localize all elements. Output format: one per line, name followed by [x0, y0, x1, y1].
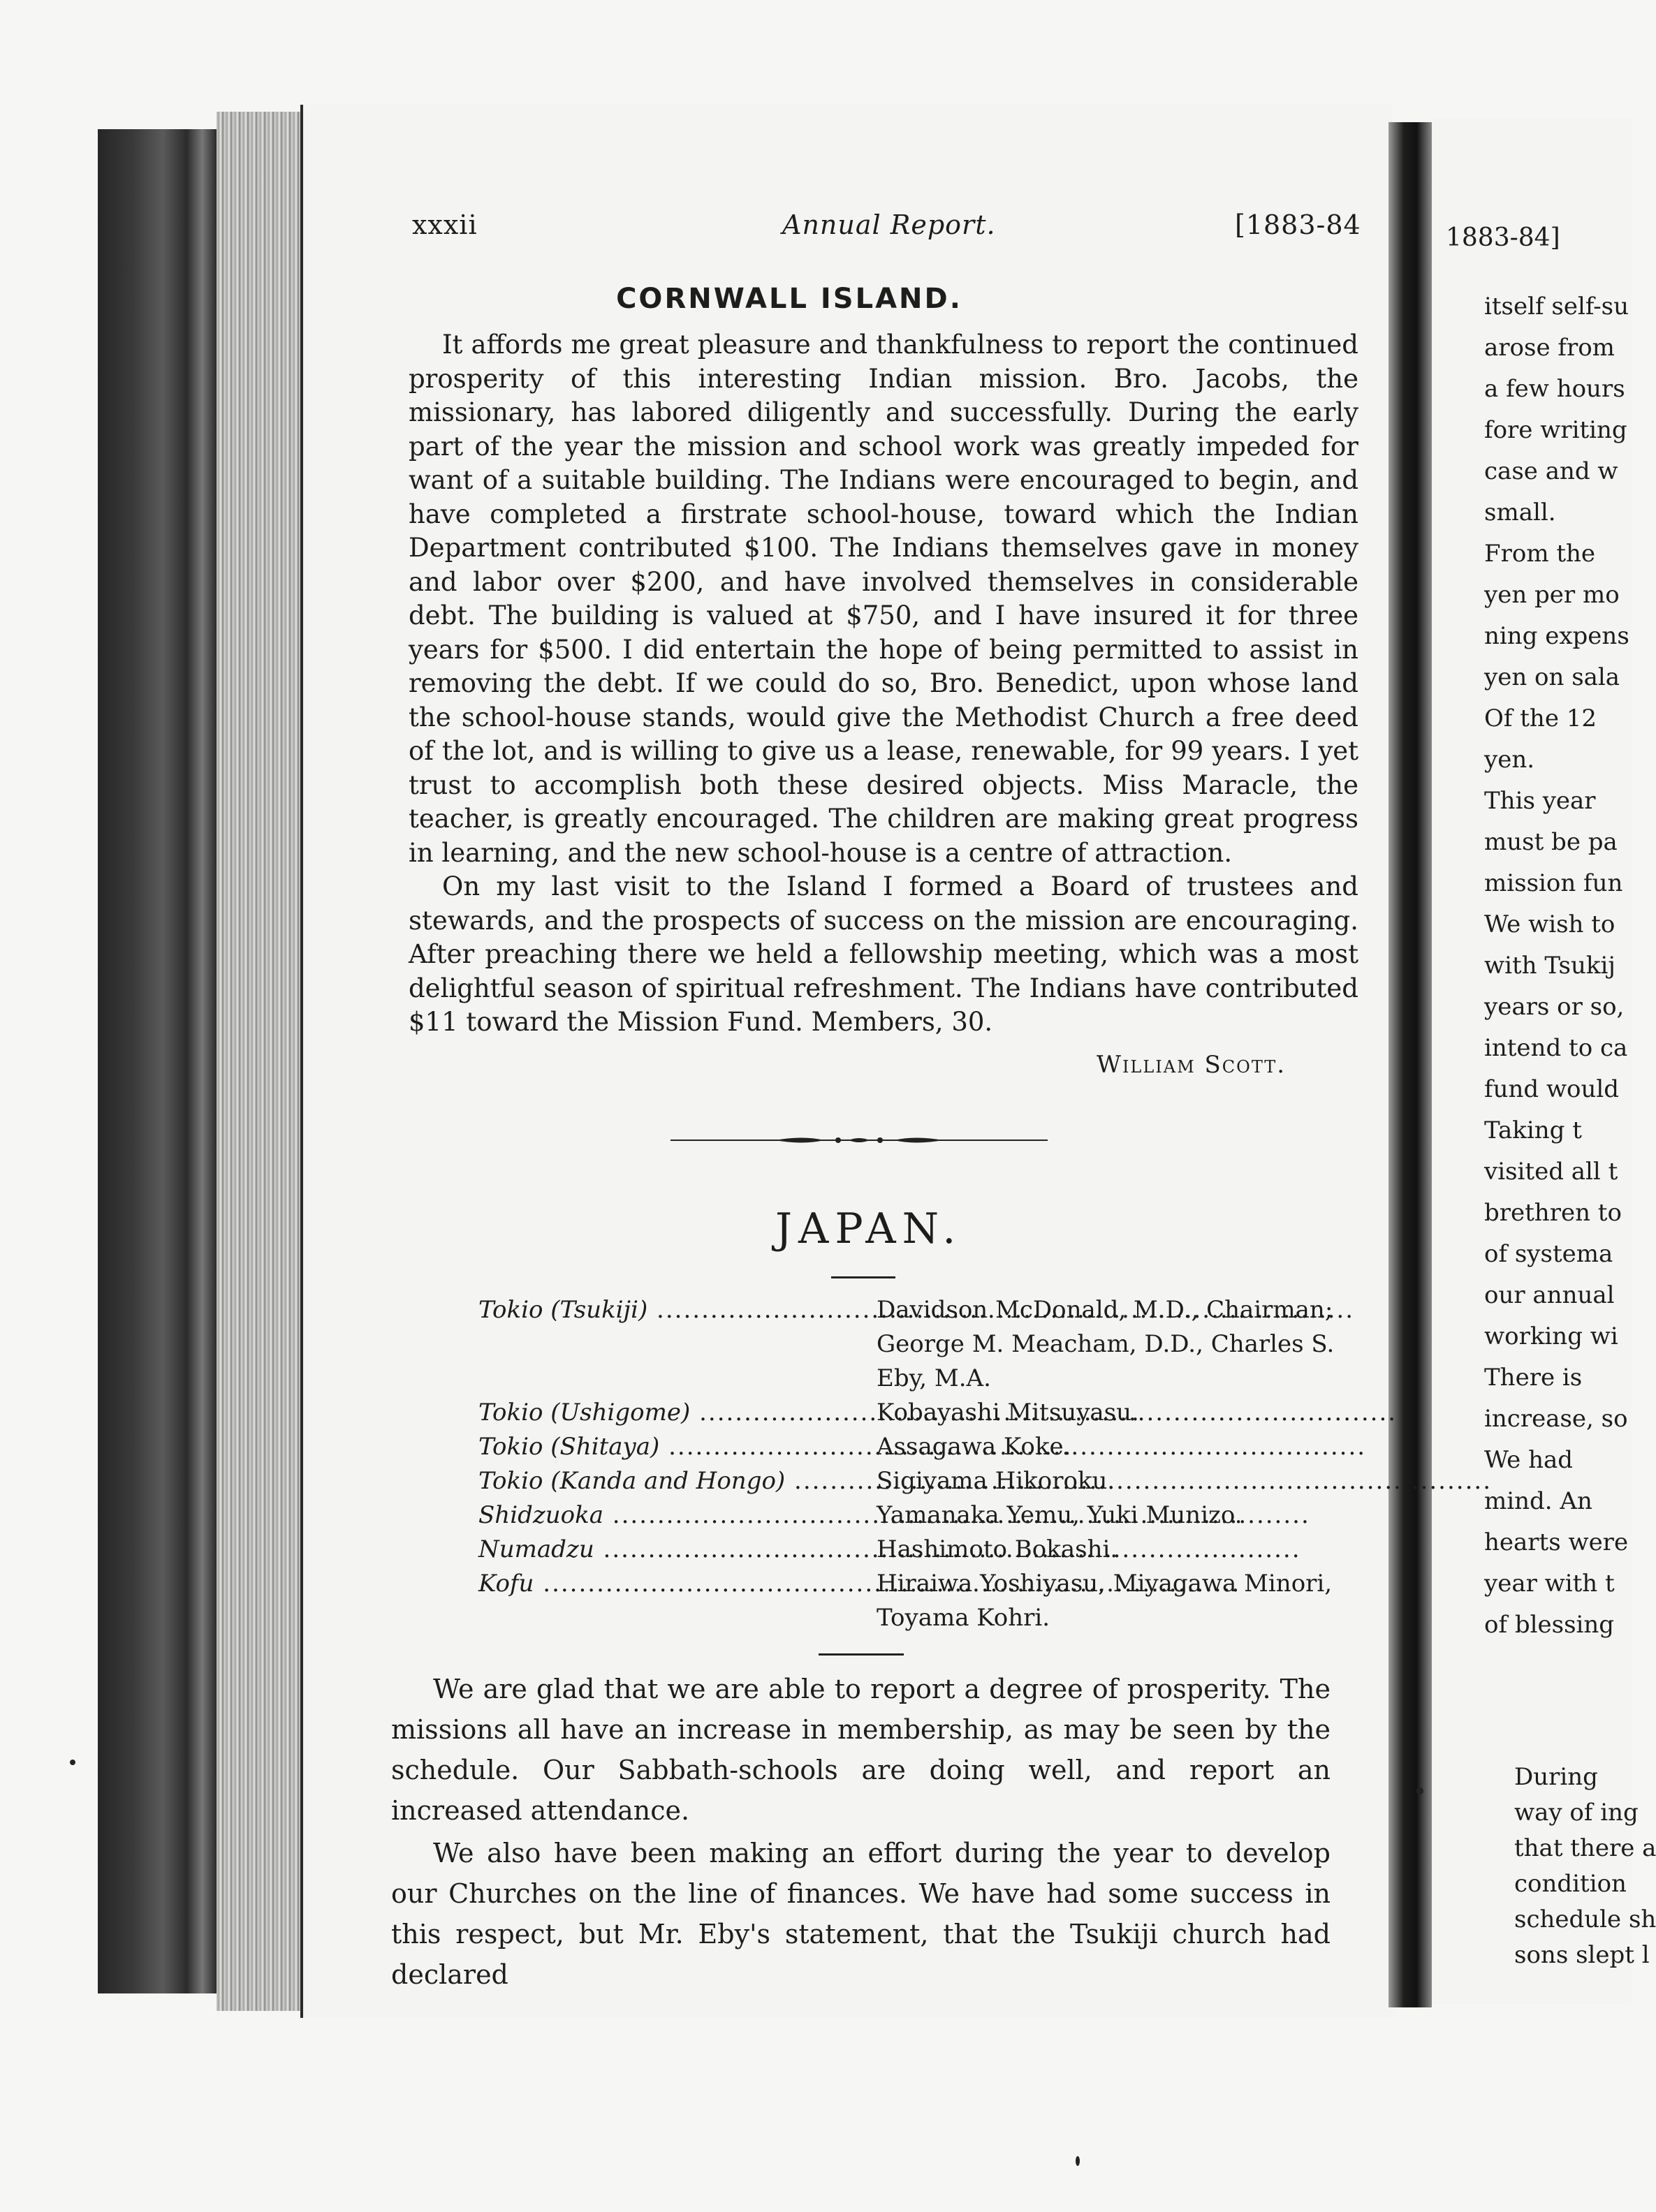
page-edges [217, 112, 300, 2011]
appointment-place: Tokio (Ushigome) ..... [478, 1396, 870, 1430]
right-page-line: brethren to [1484, 1199, 1622, 1227]
appointment-place: Tokio (Kanda and Hongo) ..... [478, 1464, 870, 1498]
section-title-cornwall: CORNWALL ISLAND. [616, 283, 962, 315]
appointment-names: Davidson McDonald, M.D., Chairman; George M. Meacham, D.D., Charles S. Eby, M.A. [877, 1296, 1335, 1392]
right-page-line: visited all t [1484, 1158, 1618, 1186]
right-page-line: of blessing [1484, 1611, 1615, 1639]
ornamental-divider [671, 1131, 1048, 1149]
paragraph: On my last visit to the Island I formed a Board of trustees and stewards, and the prospects of success on the mission are encouraging. After preaching there we held a fellowship meeting, which was a most delightful season of spiritual refreshment. The Indians have contributed $11 toward the Mission Fund. Members, 30. [409, 871, 1358, 1037]
right-page-line: itself self-su [1484, 293, 1629, 320]
right-page-line: increase, so [1484, 1405, 1628, 1433]
scan-speck [1416, 1787, 1423, 1794]
year-range: [1883-84 [1235, 209, 1361, 240]
right-page-line: From the [1484, 540, 1596, 568]
right-page-line: ning expens [1484, 622, 1629, 650]
right-page-line: condition [1514, 1870, 1627, 1898]
right-page-line: fund would [1484, 1075, 1620, 1103]
appointment-names: Kobayashi Mitsuyasu. [877, 1399, 1139, 1426]
appointment-names: Hiraiwa Yoshiyasu, Miyagawa Minori, Toyama Kohri. [877, 1570, 1333, 1632]
right-page-line: Of the 12 [1484, 705, 1597, 732]
japan-report-text [391, 1669, 1331, 1997]
appointment-place: Kofu ..... [478, 1567, 870, 1601]
right-page-line: years or so, [1484, 993, 1625, 1021]
paragraph: We are glad that we are able to report a degree of prosperity. The missions all have an increase in membership, as may be seen by the schedule. Our Sabbath-schools are doing well, and report an increased attendance. [391, 1674, 1331, 1826]
paragraph: It affords me great pleasure and thankfulness to report the continued prosperity of this interesting Indian mission. Bro. Jacobs, the missionary, has labored diligently and successfully. During the early part of the year the mission and school work was greatly impeded for want of a suitable building. The Indians were encouraged to begin, and have completed a firstrate school-house, toward which the Indian Department contributed $100. The Indians themselves gave in money and labor over $200, and have involved themselves in considerable debt. The building is valued at $750, and I have insured it for three years for $500. I did entertain the hope of being permitted to assist in removing the debt. If we could do so, Bro. Benedict, upon whose land the school-house stands, would give the Methodist Church a free deed of the lot, and is willing to give us a lease, renewable, for 99 years. I yet trust to accomplish both these desired objects. Miss Maracle, the teacher, is greatly encouraged. The children are making great progress in learning, and the new school-house is a centre of attraction. [409, 330, 1358, 868]
right-page-line: working wi [1484, 1322, 1618, 1350]
right-page-line: small. [1484, 499, 1556, 526]
appointment-row [478, 1464, 1365, 1498]
book-gutter [1388, 122, 1432, 2007]
right-page-line: intend to ca [1484, 1034, 1628, 1062]
right-page-line: fore writing [1484, 416, 1627, 444]
signature: William Scott. [1097, 1051, 1287, 1079]
right-page-line: During [1514, 1763, 1598, 1791]
appointment-row [478, 1396, 1365, 1430]
right-page-line: This year [1484, 787, 1596, 815]
cornwall-report-text [409, 328, 1358, 1040]
right-page-line: Taking t [1484, 1116, 1582, 1144]
right-page-line: mind. An [1484, 1487, 1592, 1515]
right-page-text-bottom [1514, 1760, 1656, 1973]
appointment-names: Hashimoto Bokashi. [877, 1535, 1118, 1563]
appointment-row [478, 1533, 1365, 1567]
appointment-row [478, 1567, 1365, 1635]
appointment-row [478, 1293, 1365, 1396]
right-page-line: yen on sala [1484, 663, 1620, 691]
right-page-line: must be pa [1484, 828, 1618, 856]
appointment-place: Tokio (Tsukiji) ..... [478, 1293, 870, 1327]
right-page-line: way of ing [1514, 1799, 1639, 1827]
title-rule [831, 1276, 895, 1278]
right-page-line: We wish to [1484, 910, 1615, 938]
right-page-line: We had [1484, 1446, 1574, 1474]
right-page-line: a few hours [1484, 375, 1625, 403]
paragraph: We also have been making an effort during the year to develop our Churches on the line of finances. We have had some success in this respect, but Mr. Eby's statement, that the Tsukiji church had declared [391, 1838, 1331, 1990]
appointment-names: Yamanaka Yemu, Yuki Munizo. [877, 1501, 1243, 1529]
right-page-line: our annual [1484, 1281, 1615, 1309]
right-page-line: schedule sh [1514, 1905, 1656, 1933]
appointment-names: Assagawa Koke. [877, 1433, 1071, 1461]
list-end-rule [819, 1653, 904, 1656]
right-page-line: mission fun [1484, 869, 1623, 897]
right-page-line: There is [1484, 1364, 1583, 1392]
appointment-place: Tokio (Shitaya) ..... [478, 1430, 870, 1464]
right-page-line: hearts were [1484, 1528, 1629, 1556]
right-page-header: 1883-84] [1446, 223, 1560, 252]
appointment-row [478, 1498, 1365, 1533]
right-page-line: sons slept l [1514, 1941, 1650, 1969]
right-page-text-top [1484, 286, 1629, 1646]
running-title: Annual Report. [782, 209, 996, 240]
section-title-japan: JAPAN. [775, 1204, 962, 1253]
scan-speck [70, 1760, 75, 1765]
right-page-line: arose from [1484, 334, 1615, 362]
right-page-line: of systema [1484, 1240, 1613, 1268]
right-page-line: that there a [1514, 1834, 1656, 1862]
appointment-place: Shidzuoka ..... [478, 1498, 870, 1533]
right-page-line: with Tsukij [1484, 952, 1615, 980]
right-page-line: case and w [1484, 457, 1618, 485]
right-page-line: year with t [1484, 1570, 1615, 1598]
appointment-place: Numadzu ..... [478, 1533, 870, 1567]
appointment-row [478, 1430, 1365, 1464]
page-number: xxxii [412, 209, 478, 240]
appointment-names: Sigiyama Hikoroku. [877, 1467, 1115, 1495]
right-page-line: yen. [1484, 746, 1535, 774]
appointments-list [478, 1293, 1365, 1635]
scan-speck [1076, 2156, 1080, 2166]
book-spine [98, 129, 217, 1993]
right-page-line: yen per mo [1484, 581, 1620, 609]
